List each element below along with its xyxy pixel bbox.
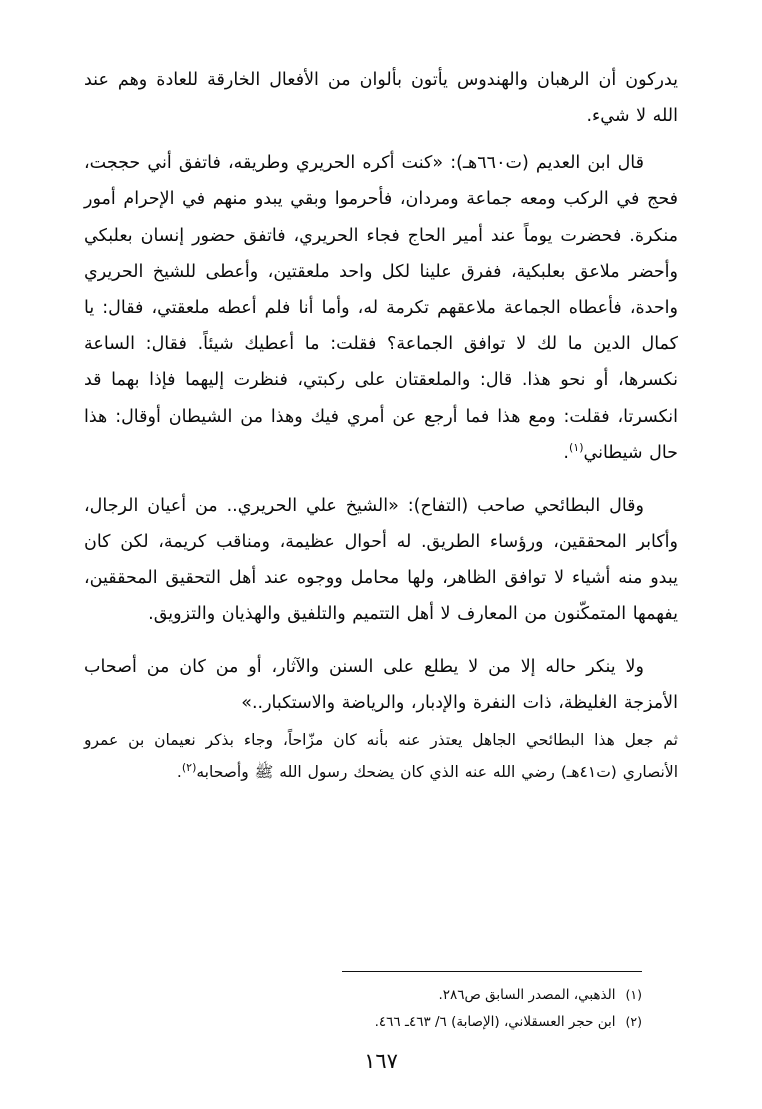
paragraph-5 [84, 724, 678, 788]
footnote-list [84, 982, 678, 1035]
paragraph-1 [84, 62, 678, 134]
footnote-number: (١) [625, 987, 642, 1003]
paragraph-3 [84, 488, 678, 633]
paragraph-gap [84, 635, 678, 649]
page-body [84, 62, 678, 791]
paragraph-gap [84, 474, 678, 488]
paragraph-2-text: قال ابن العديم (ت٦٦٠هـ): «كنت أكره الحريري وطريقه، فاتفق أني حججت، فحج في الركب ومعه جماعة ومردان، فأحرموا وبقي يبدو منهم في الإحرام أمور منكرة. فحضرت يوماً عند أمير الحاج فجاء الحريري، فاتفق حضور إنسان بعلبكي وأحضر ملاعق بعلبكية، ففرق علينا لكل واحد ملعقتين، وأعطى للشيخ الحريري واحدة، فأعطاه الجماعة ملاعقهم تكرمة له، وأما أنا فلم أعطه ملعقتي، فقال: يا كمال الدين ما لك لا توافق الجماعة؟ فقلت: ما أعطيك شيئاً. فقال: الساعة نكسرها، أو نحو هذا. قال: والملعقتان على ركبتي، فنظرت إليهما فإذا بهما قد انكسرتا، فقلت: ومع هذا فما أرجع عن أمري فيك وهذا من الشيطان أوقال: هذا حال شيطاني [84, 153, 678, 463]
paragraph-5-tail: . [176, 763, 182, 782]
footnote-text: الذهبي، المصدر السابق ص٢٨٦. [438, 987, 616, 1004]
paragraph-3-text: وقال البطائحي صاحب (التفاح): «الشيخ علي الحريري.. من أعيان الرجال، وأكابر المحققين، ورؤساء الطريق. له أحوال عظيمة، ومناقب كريمة، لكن كان يبدو منه أشياء لا توافق الظاهر، ولها محامل ووجوه عند أهل التحقيق المحققين، يفهمها المتمكّنون من المعارف لا أهل التتميم والتلفيق والهذيان والتزويق. [84, 495, 678, 625]
paragraph-2 [84, 145, 678, 471]
paragraph-2-tail: . [563, 442, 569, 463]
footnote-text: ابن حجر العسقلاني، (الإصابة) ٦/ ٤٦٣ـ ٤٦٦. [374, 1013, 616, 1030]
footnote-marker-2: (٢) [181, 761, 197, 775]
footnote-item [84, 1009, 642, 1035]
paragraph-4 [84, 649, 678, 721]
footnote-area [84, 971, 678, 1085]
footnote-number: (٢) [625, 1013, 642, 1029]
page-number: ١٦٧ [364, 1049, 398, 1073]
footnote-marker-1: (١) [568, 440, 584, 454]
footnote-item [84, 982, 642, 1008]
footnote-separator [342, 971, 642, 973]
paragraph-1-text: يدركون أن الرهبان والهندوس يأتون بألوان من الأفعال الخارقة للعادة وهم عند الله لا شيء. [84, 70, 678, 127]
paragraph-5-text: ثم جعل هذا البطائحي الجاهل يعتذر عنه بأنه كان مزّاحاً، وجاء بذكر نعيمان بن عمرو الأنصاري (ت٤١هـ) رضي الله عنه الذي كان يضحك رسول الله ﷺ وأصحابه [84, 731, 678, 782]
paragraph-gap [84, 137, 678, 145]
paragraph-4-text: ولا ينكر حاله إلا من لا يطلع على السنن والآثار، أو من كان من أصحاب الأمزجة الغليظة، ذات النفرة والإدبار، والرياضة والاستكبار..» [84, 657, 678, 714]
